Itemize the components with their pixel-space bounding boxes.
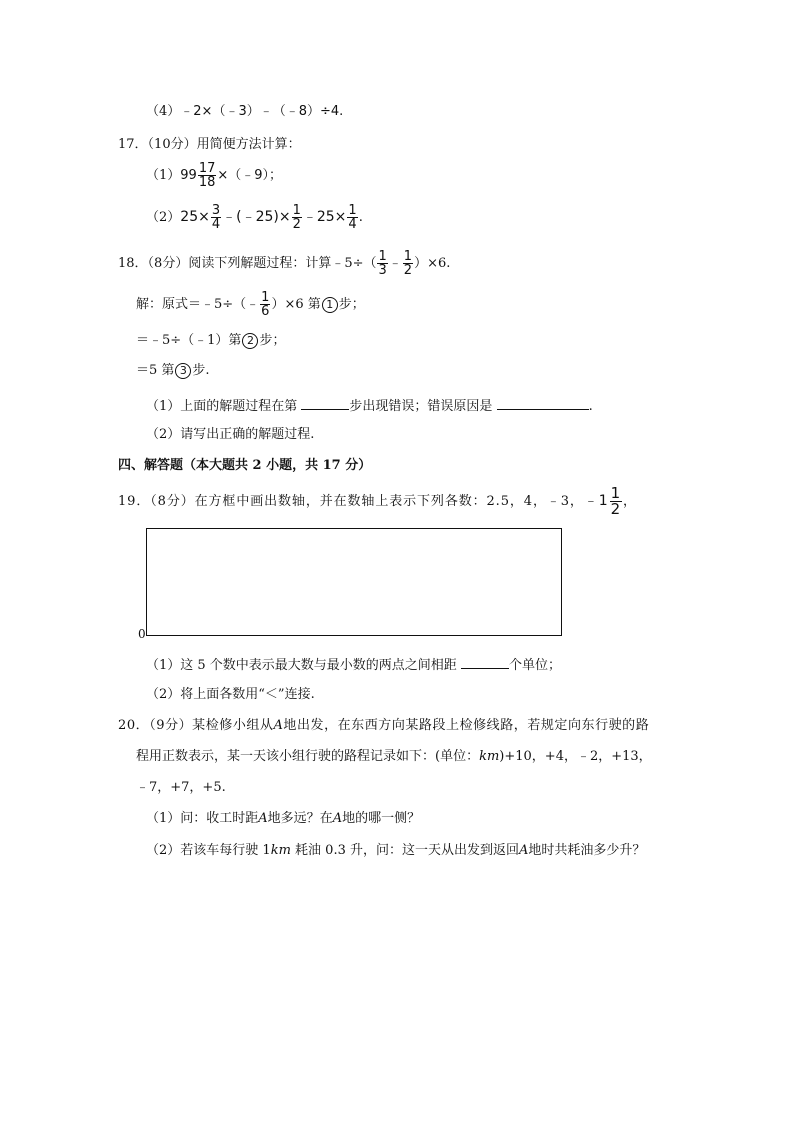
q17-p2-frac1 [211,204,221,231]
q19-mixed-whole: ﹣1 [583,493,609,509]
q18-part2: （2）请写出正确的解题过程. [146,427,315,442]
q19-p1-end: 个单位； [508,658,561,673]
q16-part4-expr: ﹣2×（﹣3）﹣（﹣8）÷4. [180,104,344,119]
q18-line3-pre: ＝5 第 [136,363,175,378]
q20-km: km [479,749,500,764]
q17-p2-frac3 [347,204,357,231]
q18-h-f2-num: 1 [403,249,413,264]
q17-p2-a: 25× [180,209,210,225]
q17-header: 17．（10分）用简便方法计算： [118,137,301,152]
q19-mix-den: 2 [610,500,622,518]
q18-p1-end: . [588,399,593,414]
number-line-drawing-box[interactable] [146,528,562,636]
answer-blank[interactable] [497,396,589,410]
q19-p1-pre: （1）这 5 个数中表示最大数与最小数的两点之间相距 [146,658,457,673]
q17-p1-whole: 99 [180,168,197,183]
q17-part1 [146,161,282,191]
q18-solution-line2 [136,332,285,350]
q17-p2-label: （2） [146,210,181,225]
answer-blank[interactable] [461,655,509,669]
q17-p2-end: . [358,210,363,225]
q20-l1-pre: 20．（9分）某检修小组从 [118,718,274,733]
q20-p2-a: （2）若该车每行驶 1 [146,843,271,858]
box-corner-label: 0 [138,627,146,641]
q18-header-frac1 [377,250,387,277]
q19-mixed-fraction [610,486,622,517]
step-1-circle: 1 [322,297,338,313]
q18-header-text: 18．（8分）阅读下列解题过程：计算﹣5÷（ [118,256,377,271]
q20-l1-post: 地出发，在东西方向某路段上检修线路，若规定向东行驶的路 [283,718,650,733]
q18-solution-line1 [136,290,365,320]
q17-p2-f1-den: 4 [211,217,221,232]
q20-line3: ﹣7，+7，+5. [136,780,226,795]
q20-part1 [146,810,420,828]
q18-p1-pre: （1）上面的解题过程在第 [146,399,298,414]
q17-p1-den: 18 [198,175,216,190]
q19-header-text: 19．（8分）在方框中画出数轴，并在数轴上表示下列各数：2.5，4，﹣3， [118,494,584,509]
q18-sol-prefix: 解：原式＝﹣5÷（﹣ [136,297,260,312]
q19-part2: （2）将上面各数用“＜”连接. [146,687,315,702]
q19-mix-num: 1 [610,484,622,502]
q17-p2-f2-num: 1 [292,203,301,218]
q18-sol-num: 1 [261,290,270,305]
q19-header [118,484,637,519]
q20-l2-pre: 程用正数表示，某一天该小组行驶的路程记录如下：(单位： [136,749,480,764]
q20-p1-A2: A [332,811,343,826]
q18-h-end: ）×6. [414,256,451,271]
q19-part1 [146,655,561,675]
q17-p1-fraction [198,162,217,189]
q17-p2-b: ﹣(﹣25)× [222,209,291,225]
q18-sol-suffix: 步； [338,297,365,312]
q18-h-f2-den: 2 [403,263,413,278]
q17-p2-f2-den: 2 [292,217,301,232]
q18-h-f1-den: 3 [378,263,387,278]
q20-p1-c: 地的哪一侧？ [342,811,421,826]
q18-sol-den: 6 [261,304,270,319]
q16-part4-label: （4） [146,104,181,119]
step-3-circle: 3 [175,363,191,379]
q17-p2-f3-den: 4 [348,217,357,232]
q20-p1-b: 地多远？在 [267,811,333,826]
q17-p1-rest: ×（﹣9）； [217,168,283,183]
q19-mix-end: ， [623,494,637,509]
q17-p1-label: （1） [146,168,181,183]
q18-sol-mid: ）×6 第 [271,297,321,312]
q18-line2-suffix: 步； [259,333,286,348]
q20-p2-km: km [270,843,291,858]
q20-p1-A1: A [258,811,268,826]
q20-line1 [118,717,649,735]
q20-p1-a: （1）问：收工时距 [146,811,259,826]
answer-blank[interactable] [301,396,349,410]
section-heading: 四、解答题（本大题共 2 小题，共 17 分） [118,458,372,473]
q20-part2 [146,842,645,860]
step-2-circle: 2 [242,333,258,349]
q17-p2-c: ﹣25× [302,209,347,225]
q20-A: A [273,718,284,733]
q18-p1-mid: 步出现错误；错误原因是 [349,399,493,414]
q18-part1 [146,396,593,416]
q18-header [118,249,450,279]
q20-p2-A: A [518,843,529,858]
q18-h-minus: ﹣ [388,256,402,271]
q20-line2 [136,748,652,766]
q20-l2-post: )+10，+4，﹣2，+13， [499,749,652,764]
q18-header-frac2 [403,250,413,277]
q17-p2-frac2 [292,204,302,231]
q17-p2-f1-num: 3 [211,203,221,218]
q20-p2-b: 耗油 0.3 升，问：这一天从出发到返回 [290,843,519,858]
q17-part2 [146,202,363,233]
q18-solution-line3 [136,362,210,380]
q20-p2-c: 地时共耗油多少升？ [528,843,646,858]
q18-h-f1-num: 1 [378,249,387,264]
q17-p1-num: 17 [198,161,216,176]
q18-sol-frac [260,291,270,318]
q18-line2-pre: ＝﹣5÷（﹣1）第 [136,333,242,348]
q17-p2-f3-num: 1 [348,203,357,218]
q16-part4 [146,103,343,121]
q18-line3-suffix: 步. [192,363,210,378]
